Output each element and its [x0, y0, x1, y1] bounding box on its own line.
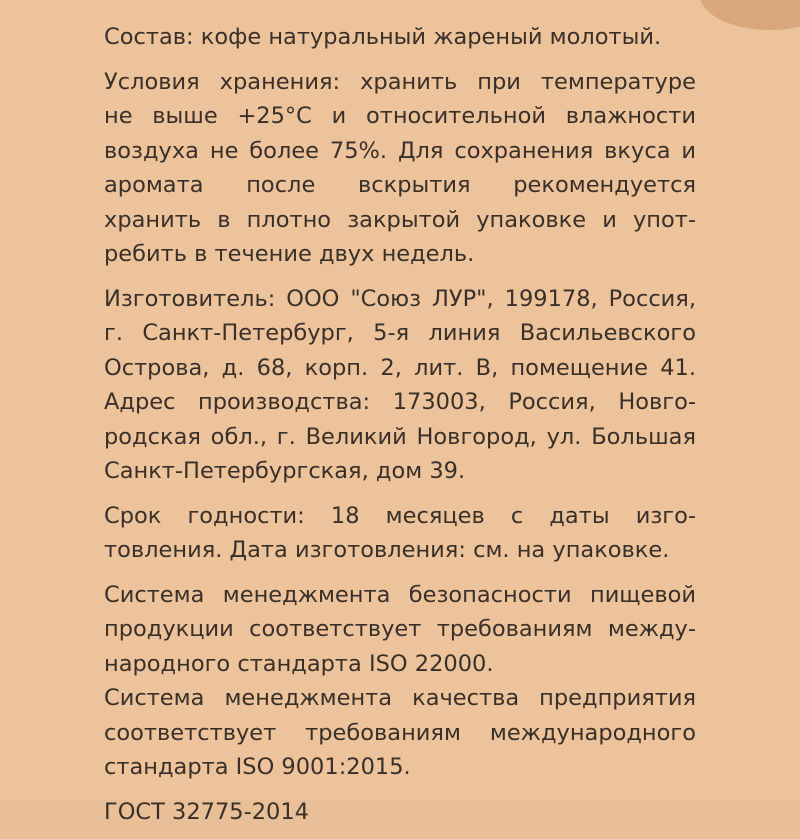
storage-line: Условия хранения: хранить при температуре — [104, 68, 696, 95]
certification-paragraph — [104, 578, 696, 785]
shelf-life-line: товления. Дата изготовления: см. на упаковке. — [104, 537, 670, 563]
certification-line: Система менеджмента качества предприятия — [104, 685, 696, 711]
certification-line: народного стандарта ISO 22000. — [104, 650, 494, 677]
composition-paragraph — [104, 20, 696, 55]
manufacturer-line: Острова, д. 68, корп. 2, лит. В, помещение 41. — [104, 354, 696, 381]
manufacturer-paragraph — [104, 282, 696, 489]
shelf-life-paragraph — [104, 499, 696, 568]
shelf-life-line: Срок годности: 18 месяцев с даты изго- — [104, 502, 696, 529]
storage-line: не выше +25°С и относительной влажности — [104, 103, 696, 129]
storage-paragraph — [104, 65, 696, 272]
storage-line: хранить в плотно закрытой упаковке и упот- — [104, 206, 696, 233]
certification-line: стандарта ISO 9001:2015. — [104, 754, 411, 780]
certification-line: продукции соответствует требованиям между- — [104, 616, 696, 642]
product-info-text — [104, 20, 696, 839]
gost-standard: ГОСТ 32775-2014 — [104, 798, 309, 825]
storage-line: ребить в течение двух недель. — [104, 241, 475, 267]
storage-line: воздуха не более 75%. Для сохранения вкуса и — [104, 137, 696, 164]
certification-line: соответствует требованиям международного — [104, 719, 696, 746]
manufacturer-line: Изготовитель: ООО "Союз ЛУР", 199178, Россия, — [104, 285, 696, 312]
composition-line: Состав: кофе натуральный жареный молотый. — [104, 24, 662, 50]
manufacturer-line: г. Санкт-Петербург, 5-я линия Васильевского — [104, 320, 696, 346]
certification-line: Система менеджмента безопасности пищевой — [104, 581, 696, 608]
manufacturer-line: родская обл., г. Великий Новгород, ул. Большая — [104, 423, 696, 450]
manufacturer-line: Санкт-Петербургская, дом 39. — [104, 458, 466, 484]
manufacturer-line: Адрес производства: 173003, Россия, Новго- — [104, 389, 696, 415]
storage-line: аромата после вскрытия рекомендуется — [104, 172, 696, 198]
